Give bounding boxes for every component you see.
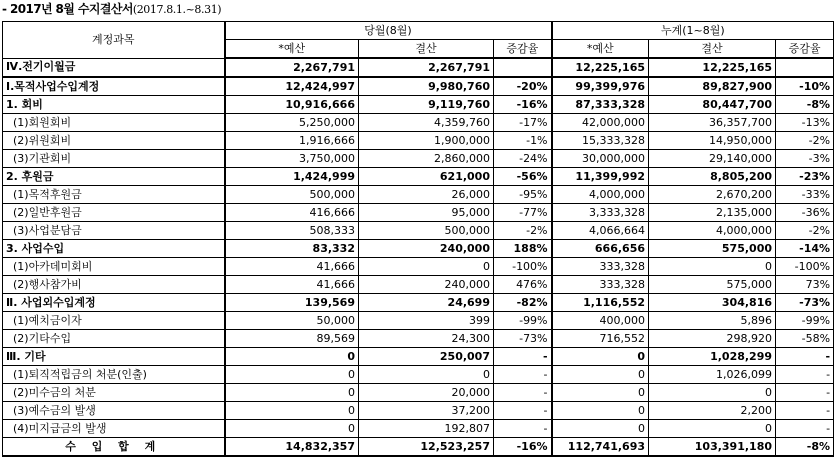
current-rate-cell: -17%: [494, 114, 552, 132]
current-actual-cell: 95,000: [359, 204, 494, 222]
cumulative-rate-cell: -73%: [776, 294, 834, 312]
current-actual-cell: 37,200: [359, 402, 494, 420]
account-label-cell: (2)기타수입: [3, 330, 225, 348]
current-rate-cell: 188%: [494, 240, 552, 258]
current-actual-header: 결산: [359, 40, 494, 59]
cumulative-rate-cell: -23%: [776, 168, 834, 186]
period-text: (2017.8.1.~8.31): [132, 3, 222, 16]
current-budget-cell: 0: [225, 384, 359, 402]
cumulative-rate-cell: -100%: [776, 258, 834, 276]
cumulative-actual-cell: 304,816: [649, 294, 776, 312]
cumulative-actual-cell: 14,950,000: [649, 132, 776, 150]
cumulative-rate-cell: -8%: [776, 438, 834, 457]
current-actual-cell: 1,900,000: [359, 132, 494, 150]
current-actual-cell: 240,000: [359, 276, 494, 294]
cumulative-rate-cell: -36%: [776, 204, 834, 222]
current-actual-cell: 9,980,760: [359, 77, 494, 96]
current-rate-cell: -24%: [494, 150, 552, 168]
cumulative-rate-cell: -14%: [776, 240, 834, 258]
current-rate-cell: -: [494, 366, 552, 384]
cumulative-actual-cell: 298,920: [649, 330, 776, 348]
cumulative-actual-cell: 1,026,099: [649, 366, 776, 384]
cumulative-rate-header: 증감율: [776, 40, 834, 59]
cumulative-budget-cell: 333,328: [552, 258, 649, 276]
current-rate-cell: -20%: [494, 77, 552, 96]
current-actual-cell: 399: [359, 312, 494, 330]
current-actual-cell: 26,000: [359, 186, 494, 204]
current-rate-cell: -95%: [494, 186, 552, 204]
cumulative-budget-cell: 716,552: [552, 330, 649, 348]
table-row: [3, 312, 834, 330]
cumulative-budget-cell: 112,741,693: [552, 438, 649, 457]
account-label-cell: (3)예수금의 발생: [3, 402, 225, 420]
table-row: [3, 276, 834, 294]
current-rate-cell: -16%: [494, 438, 552, 457]
table-row: [3, 132, 834, 150]
cumulative-actual-cell: 575,000: [649, 240, 776, 258]
current-rate-cell: -: [494, 384, 552, 402]
cumulative-budget-cell: 4,066,664: [552, 222, 649, 240]
current-budget-cell: 2,267,791: [225, 58, 359, 77]
current-rate-cell: -: [494, 402, 552, 420]
current-actual-cell: 240,000: [359, 240, 494, 258]
account-label-cell: 1. 회비: [3, 96, 225, 114]
current-rate-cell: 476%: [494, 276, 552, 294]
cumulative-header: 누계(1~8월): [552, 22, 834, 40]
cumulative-actual-cell: 12,225,165: [649, 58, 776, 77]
cumulative-budget-cell: 4,000,000: [552, 186, 649, 204]
current-rate-cell: -: [494, 420, 552, 438]
table-row: [3, 77, 834, 96]
table-row: [3, 186, 834, 204]
table-row: [3, 240, 834, 258]
cumulative-budget-cell: 15,333,328: [552, 132, 649, 150]
table-row: [3, 348, 834, 366]
cumulative-rate-cell: -99%: [776, 312, 834, 330]
cumulative-rate-cell: -: [776, 348, 834, 366]
cumulative-rate-cell: -10%: [776, 77, 834, 96]
account-label-cell: Ⅱ. 사업외수입계정: [3, 294, 225, 312]
table-row: [3, 366, 834, 384]
table-row: [3, 222, 834, 240]
document-title: [2, 0, 221, 20]
cumulative-actual-cell: 89,827,900: [649, 77, 776, 96]
current-actual-cell: 24,300: [359, 330, 494, 348]
table-row: [3, 114, 834, 132]
current-budget-cell: 139,569: [225, 294, 359, 312]
cumulative-actual-cell: 575,000: [649, 276, 776, 294]
table-row: [3, 168, 834, 186]
cumulative-budget-cell: 666,656: [552, 240, 649, 258]
table-row: [3, 438, 834, 457]
cumulative-rate-cell: -2%: [776, 132, 834, 150]
title-text: - 2017년 8월 수지결산서: [2, 2, 133, 16]
current-budget-cell: 12,424,997: [225, 77, 359, 96]
current-budget-cell: 41,666: [225, 276, 359, 294]
current-budget-cell: 1,916,666: [225, 132, 359, 150]
current-rate-cell: -16%: [494, 96, 552, 114]
cumulative-budget-cell: 12,225,165: [552, 58, 649, 77]
current-budget-cell: 500,000: [225, 186, 359, 204]
current-actual-cell: 0: [359, 258, 494, 276]
current-budget-cell: 89,569: [225, 330, 359, 348]
account-label-cell: (3)기관회비: [3, 150, 225, 168]
cumulative-rate-cell: -8%: [776, 96, 834, 114]
cumulative-actual-cell: 2,670,200: [649, 186, 776, 204]
current-rate-cell: -77%: [494, 204, 552, 222]
cumulative-budget-header: *예산: [552, 40, 649, 59]
table-row: [3, 294, 834, 312]
cumulative-rate-cell: -: [776, 402, 834, 420]
current-budget-cell: 50,000: [225, 312, 359, 330]
cumulative-actual-cell: 8,805,200: [649, 168, 776, 186]
account-label-cell: Ⅰ.목적사업수입계정: [3, 77, 225, 96]
cumulative-actual-cell: 0: [649, 420, 776, 438]
current-budget-cell: 3,750,000: [225, 150, 359, 168]
current-actual-cell: 4,359,760: [359, 114, 494, 132]
current-actual-cell: 20,000: [359, 384, 494, 402]
table-row: [3, 420, 834, 438]
cumulative-budget-cell: 0: [552, 402, 649, 420]
cumulative-rate-cell: [776, 58, 834, 77]
cumulative-budget-cell: 0: [552, 348, 649, 366]
cumulative-actual-cell: 5,896: [649, 312, 776, 330]
table-row: [3, 96, 834, 114]
cumulative-budget-cell: 0: [552, 420, 649, 438]
current-month-header: 당월(8월): [225, 22, 552, 40]
current-budget-cell: 14,832,357: [225, 438, 359, 457]
cumulative-actual-cell: 2,135,000: [649, 204, 776, 222]
cumulative-actual-cell: 4,000,000: [649, 222, 776, 240]
current-budget-cell: 1,424,999: [225, 168, 359, 186]
cumulative-actual-cell: 0: [649, 384, 776, 402]
cumulative-actual-header: 결산: [649, 40, 776, 59]
account-header: 계정과목: [3, 22, 225, 59]
table-row: [3, 204, 834, 222]
current-budget-cell: 10,916,666: [225, 96, 359, 114]
current-budget-cell: 0: [225, 366, 359, 384]
table-row: [3, 258, 834, 276]
current-actual-cell: 0: [359, 366, 494, 384]
current-rate-cell: -100%: [494, 258, 552, 276]
current-budget-cell: 508,333: [225, 222, 359, 240]
cumulative-budget-cell: 3,333,328: [552, 204, 649, 222]
cumulative-rate-cell: -2%: [776, 222, 834, 240]
cumulative-budget-cell: 87,333,328: [552, 96, 649, 114]
table-row: [3, 58, 834, 77]
cumulative-rate-cell: -13%: [776, 114, 834, 132]
cumulative-rate-cell: -58%: [776, 330, 834, 348]
current-rate-cell: -73%: [494, 330, 552, 348]
cumulative-budget-cell: 0: [552, 366, 649, 384]
current-budget-cell: 0: [225, 348, 359, 366]
cumulative-budget-cell: 1,116,552: [552, 294, 649, 312]
cumulative-budget-cell: 400,000: [552, 312, 649, 330]
cumulative-actual-cell: 29,140,000: [649, 150, 776, 168]
table-row: [3, 402, 834, 420]
current-actual-cell: 500,000: [359, 222, 494, 240]
cumulative-rate-cell: 73%: [776, 276, 834, 294]
current-budget-cell: 416,666: [225, 204, 359, 222]
account-label-cell: (1)예치금이자: [3, 312, 225, 330]
account-label-cell: (4)미지급금의 발생: [3, 420, 225, 438]
account-label-cell: 수 입 합 계: [3, 438, 225, 457]
cumulative-rate-cell: -: [776, 384, 834, 402]
current-actual-cell: 192,807: [359, 420, 494, 438]
account-label-cell: 2. 후원금: [3, 168, 225, 186]
cumulative-rate-cell: -33%: [776, 186, 834, 204]
current-budget-cell: 0: [225, 402, 359, 420]
account-label-cell: Ⅲ. 기타: [3, 348, 225, 366]
cumulative-actual-cell: 1,028,299: [649, 348, 776, 366]
current-actual-cell: 2,267,791: [359, 58, 494, 77]
account-label-cell: (2)일반후원금: [3, 204, 225, 222]
cumulative-actual-cell: 80,447,700: [649, 96, 776, 114]
current-rate-cell: [494, 58, 552, 77]
current-rate-header: 증감율: [494, 40, 552, 59]
account-label-cell: (1)아카데미회비: [3, 258, 225, 276]
current-rate-cell: -56%: [494, 168, 552, 186]
current-budget-cell: 0: [225, 420, 359, 438]
cumulative-rate-cell: -3%: [776, 150, 834, 168]
cumulative-actual-cell: 0: [649, 258, 776, 276]
current-budget-cell: 83,332: [225, 240, 359, 258]
current-budget-cell: 5,250,000: [225, 114, 359, 132]
current-actual-cell: 12,523,257: [359, 438, 494, 457]
current-actual-cell: 621,000: [359, 168, 494, 186]
account-label-cell: (3)사업분담금: [3, 222, 225, 240]
current-rate-cell: -99%: [494, 312, 552, 330]
current-actual-cell: 9,119,760: [359, 96, 494, 114]
account-label-cell: 3. 사업수입: [3, 240, 225, 258]
cumulative-budget-cell: 0: [552, 384, 649, 402]
account-label-cell: (1)목적후원금: [3, 186, 225, 204]
current-rate-cell: -: [494, 348, 552, 366]
cumulative-budget-cell: 30,000,000: [552, 150, 649, 168]
cumulative-actual-cell: 103,391,180: [649, 438, 776, 457]
cumulative-budget-cell: 11,399,992: [552, 168, 649, 186]
current-budget-header: *예산: [225, 40, 359, 59]
account-label-cell: (2)미수금의 처분: [3, 384, 225, 402]
cumulative-actual-cell: 2,200: [649, 402, 776, 420]
table-row: [3, 150, 834, 168]
account-label-cell: (1)퇴직적립금의 처분(인출): [3, 366, 225, 384]
account-label-cell: (1)회원회비: [3, 114, 225, 132]
current-actual-cell: 250,007: [359, 348, 494, 366]
cumulative-rate-cell: -: [776, 366, 834, 384]
table-body: [3, 58, 834, 456]
current-actual-cell: 2,860,000: [359, 150, 494, 168]
table-row: [3, 384, 834, 402]
cumulative-budget-cell: 333,328: [552, 276, 649, 294]
current-rate-cell: -82%: [494, 294, 552, 312]
income-statement-table: [2, 21, 834, 457]
current-actual-cell: 24,699: [359, 294, 494, 312]
cumulative-budget-cell: 42,000,000: [552, 114, 649, 132]
current-rate-cell: -1%: [494, 132, 552, 150]
current-budget-cell: 41,666: [225, 258, 359, 276]
account-label-cell: (2)행사참가비: [3, 276, 225, 294]
current-rate-cell: -2%: [494, 222, 552, 240]
cumulative-rate-cell: -: [776, 420, 834, 438]
table-row: [3, 330, 834, 348]
account-label-cell: (2)위원회비: [3, 132, 225, 150]
cumulative-budget-cell: 99,399,976: [552, 77, 649, 96]
cumulative-actual-cell: 36,357,700: [649, 114, 776, 132]
account-label-cell: Ⅳ.전기이월금: [3, 58, 225, 77]
